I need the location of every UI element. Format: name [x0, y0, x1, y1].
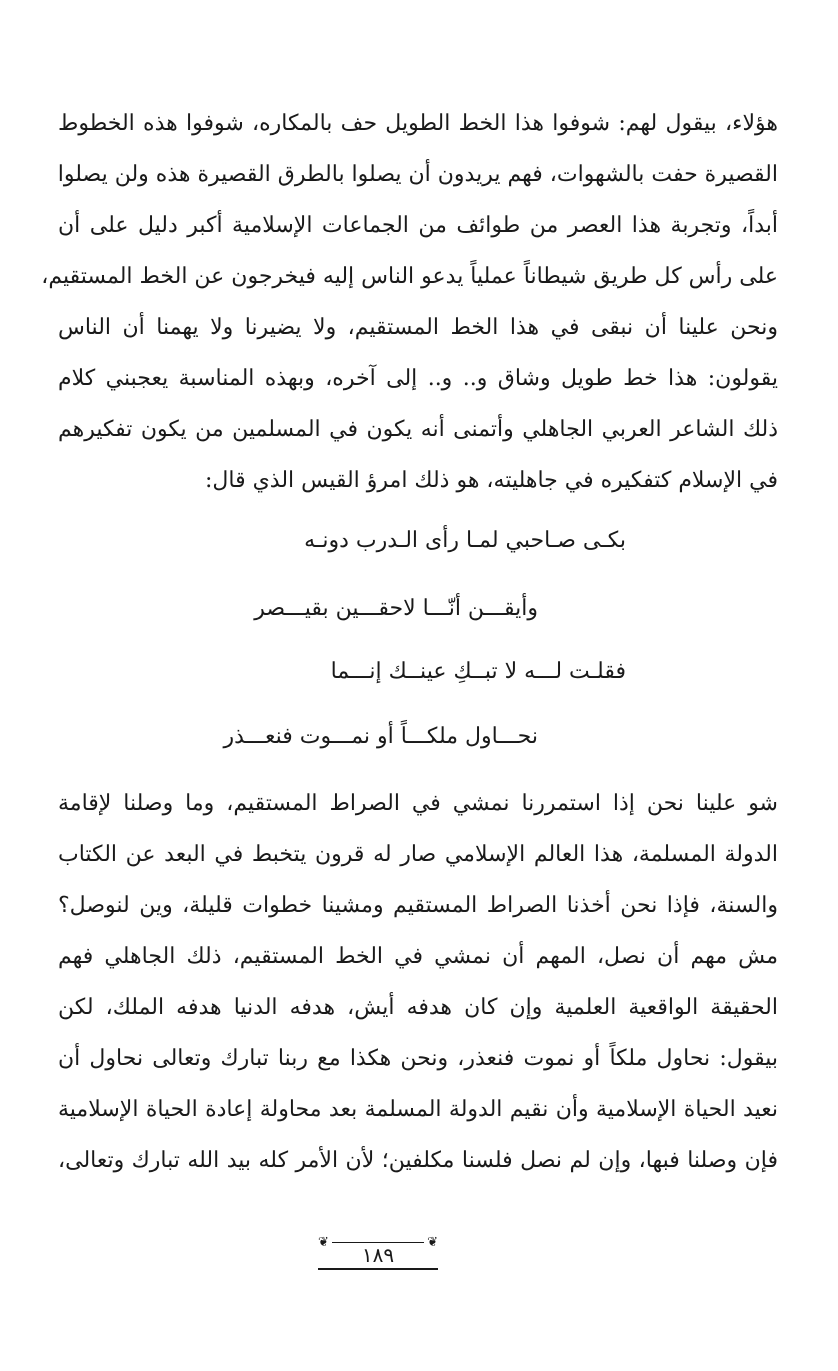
page-number: ١٨٩	[361, 1243, 395, 1267]
page-footer	[0, 1235, 838, 1278]
text-line: في الإسلام كتفكيره في جاهليته، هو ذلك امرؤ القيس الذي قال:	[204, 468, 778, 493]
text-line: هؤلاء، بيقول لهم: شوفوا هذا الخط الطويل حف بالمكاره، شوفوا هذه الخطوط	[58, 111, 778, 136]
poem-hemistich-4: نحـــاول ملكـــاً أو نمـــوت فنعـــذر	[223, 724, 538, 749]
page-number-frame	[318, 1235, 438, 1270]
ornament-icon: ❦	[427, 1235, 438, 1250]
text-line: مش مهم أن نصل، المهم أن نمشي في الخط المستقيم، ذلك الجاهلي فهم	[58, 944, 778, 969]
ornament-icon: ❦	[318, 1235, 329, 1250]
text-line: والسنة، فإذا نحن أخذنا الصراط المستقيم ومشينا خطوات قليلة، وين لنوصل؟	[58, 893, 778, 918]
poem-hemistich-3: فقلـت لـــه لا تبــكِ عينــك إنـــما	[330, 659, 626, 684]
text-line: القصيرة حفت بالشهوات، فهم يريدون أن يصلوا بالطرق القصيرة هذه ولن يصلوا	[57, 162, 778, 187]
text-line: الدولة المسلمة، هذا العالم الإسلامي صار له قرون يتخبط في البعد عن الكتاب	[58, 842, 778, 867]
poem-hemistich-2: وأيقـــن أنّـــا لاحقـــين بقيـــصر	[254, 596, 538, 621]
text-line: شو علينا نحن إذا استمررنا نمشي في الصراط المستقيم، وما وصلنا لإقامة	[58, 791, 778, 816]
paragraph-2	[58, 778, 778, 1186]
text-line: يقولون: هذا خط طويل وشاق و.. و.. إلى آخره، وبهذه المناسبة يعجبني كلام	[58, 366, 778, 391]
text-line: ونحن علينا أن نبقى في هذا الخط المستقيم، ولا يضيرنا ولا يهمنا أن الناس	[58, 315, 778, 340]
text-line: بيقول: نحاول ملكاً أو نموت فنعذر، ونحن هكذا مع ربنا تبارك وتعالى نحاول أن	[58, 1046, 778, 1071]
poem-hemistich-1: بكـى صـاحبي لمـا رأى الـدرب دونـه	[304, 528, 626, 553]
text-line: نعيد الحياة الإسلامية وأن نقيم الدولة المسلمة بعد محاولة إعادة الحياة الإسلامية	[58, 1097, 778, 1122]
text-line: فإن وصلنا فبها، وإن لم نصل فلسنا مكلفين؛ لأن الأمر كله بيد الله تبارك وتعالى،	[58, 1148, 778, 1173]
text-line: ذلك الشاعر العربي الجاهلي وأتمنى أنه يكون في المسلمين من يكون تفكيرهم	[58, 417, 778, 442]
text-line: أبداً، وتجربة هذا العصر من طوائف من الجماعات الإسلامية أكبر دليل على أن	[58, 213, 778, 238]
text-line: على رأس كل طريق شيطاناً عملياً يدعو الناس إليه فيخرجون عن الخط المستقيم،	[41, 264, 778, 289]
text-line: الحقيقة الواقعية العلمية وإن كان هدفه أيش، هدفه الدنيا هدفه الملك، لكن	[58, 995, 778, 1020]
paragraph-1	[41, 98, 778, 506]
